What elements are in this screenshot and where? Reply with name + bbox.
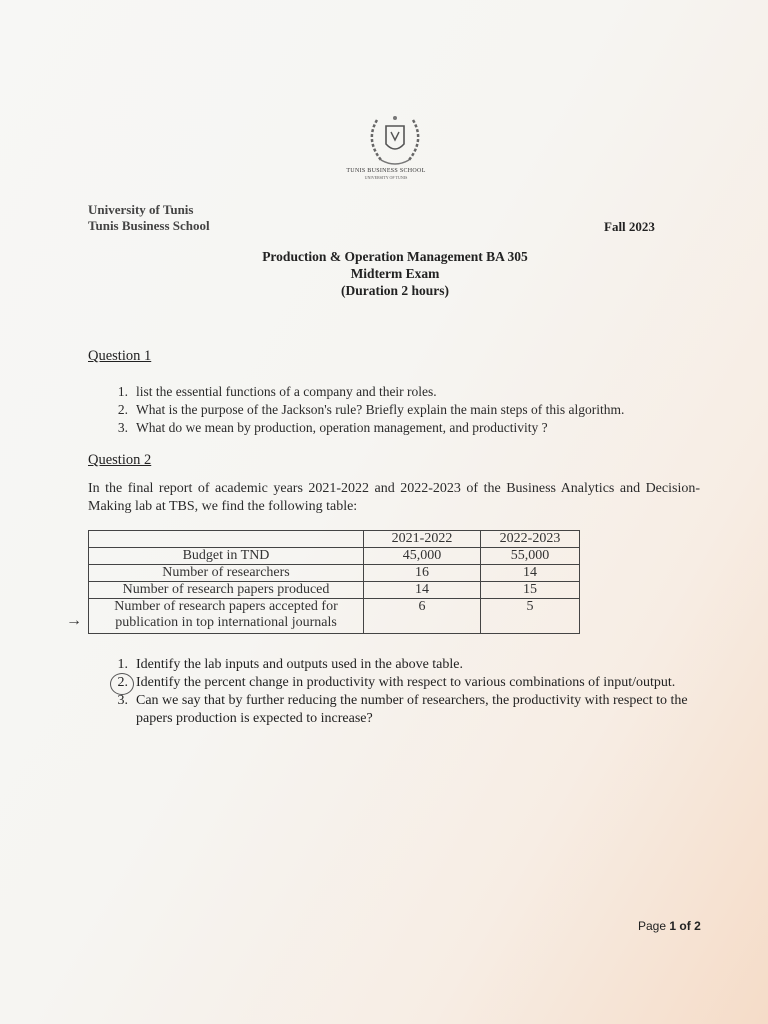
question2-intro: In the final report of academic years 2021-2022 and 2022-2023 of the Business Analytics and Decision-Making lab at TBS, we find the following table: bbox=[88, 481, 700, 514]
lab-report-table bbox=[88, 530, 580, 634]
table-row bbox=[89, 565, 580, 582]
table-row bbox=[89, 582, 580, 599]
table-cell: 55,000 bbox=[481, 548, 580, 565]
handwritten-arrow-icon: → bbox=[66, 612, 82, 629]
table-cell: 5 bbox=[481, 599, 580, 634]
term-label: Fall 2023 bbox=[604, 219, 655, 234]
exam-duration: (Duration 2 hours) bbox=[340, 283, 449, 298]
list-item: 2. Identify the percent change in productivity with respect to various combinations of input/output. bbox=[108, 674, 708, 692]
question2-heading: Question 2 bbox=[88, 452, 152, 468]
table-cell: 16 bbox=[364, 565, 481, 582]
list-item: 2. What is the purpose of the Jackson's rule? Briefly explain the main steps of this algorithm. bbox=[117, 402, 625, 417]
question1-heading: Question 1 bbox=[88, 348, 152, 364]
question1-list bbox=[108, 383, 708, 437]
table-row bbox=[89, 548, 580, 565]
university-name: University of Tunis bbox=[88, 202, 194, 217]
table-header-cell: 2022-2023 bbox=[481, 531, 580, 548]
table-cell: 14 bbox=[364, 582, 481, 599]
tbs-emblem-icon bbox=[355, 112, 435, 172]
table-cell: Number of research papers produced bbox=[89, 582, 364, 599]
exam-title-block bbox=[200, 248, 590, 299]
list-item: 3. Can we say that by further reducing the number of researchers, the productivity with respect to the papers production is expected to increase? bbox=[117, 693, 688, 726]
logo-caption: TUNIS BUSINESS SCHOOL bbox=[346, 168, 426, 174]
table-cell: 6 bbox=[364, 599, 481, 634]
institution-block bbox=[88, 202, 210, 234]
table-cell: Number of researchers bbox=[89, 565, 364, 582]
table-cell: Number of research papers accepted for publication in top international journals bbox=[89, 599, 364, 634]
table-header-cell bbox=[89, 531, 364, 548]
table-cell: Budget in TND bbox=[89, 548, 364, 565]
question2-list bbox=[108, 656, 708, 728]
logo-subcaption: UNIVERSITY OF TUNIS bbox=[364, 175, 408, 180]
table-cell: 45,000 bbox=[364, 548, 481, 565]
list-item: 1. list the essential functions of a company and their roles. bbox=[117, 384, 437, 399]
exam-name: Midterm Exam bbox=[350, 266, 440, 281]
table-cell: 14 bbox=[481, 565, 580, 582]
table-header-cell: 2021-2022 bbox=[364, 531, 481, 548]
table-cell: 15 bbox=[481, 582, 580, 599]
table-header-row bbox=[89, 531, 580, 548]
school-name: Tunis Business School bbox=[88, 218, 210, 233]
course-title: Production & Operation Management BA 305 bbox=[262, 249, 528, 264]
table-row bbox=[89, 599, 580, 634]
list-item: 1. Identify the lab inputs and outputs used in the above table. bbox=[117, 657, 463, 672]
list-item: 3. What do we mean by production, operation management, and productivity ? bbox=[117, 420, 548, 435]
page-number: Page 1 of 2 bbox=[638, 919, 701, 933]
